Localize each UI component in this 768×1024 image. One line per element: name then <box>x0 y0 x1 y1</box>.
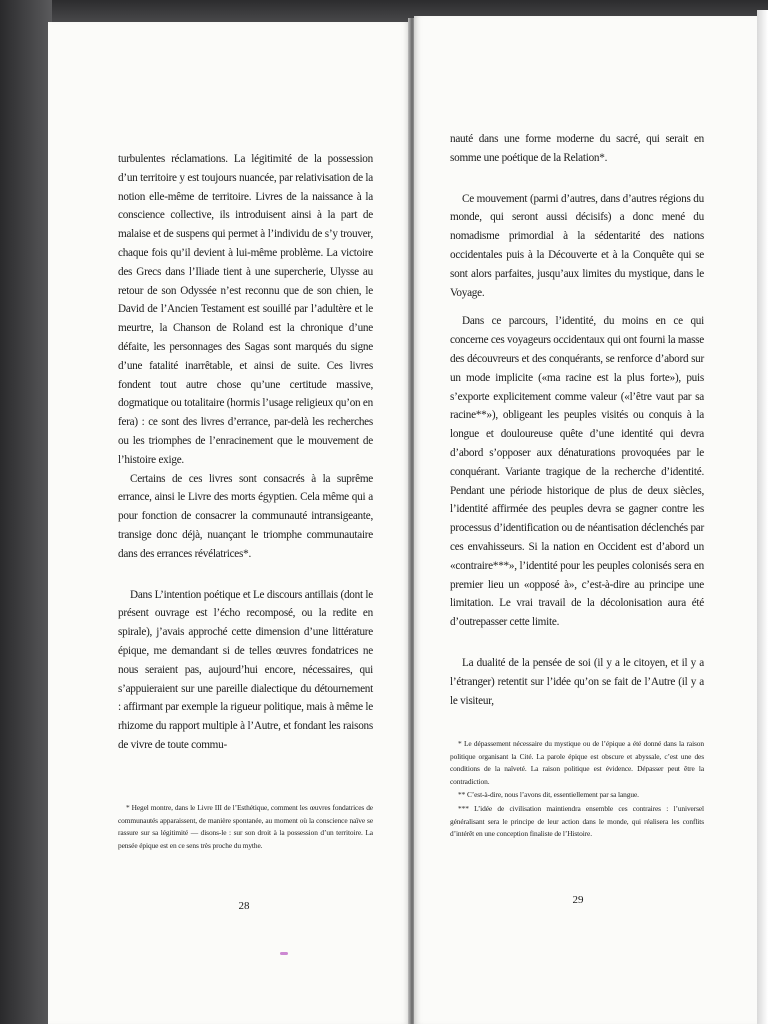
right-footnotes <box>450 738 704 842</box>
ink-mark <box>280 952 288 955</box>
right-body-text <box>450 130 704 710</box>
left-paragraph-1: turbulentes réclamations. La légitimité de la possession d’un territoire y est toujours nuancée, par relativisation de la notion elle-même de territoire. Livres de la naissance à la conscience collective, ils introduisent ainsi à la part de malaise et de suspens qui permet à l’individu de s’y trouver, chaque fois qu’il devient à lui-même problème. La victoire des Grecs dans l’Iliade tient à une supercherie, Ulysse au retour de son Odyssée n’est reconnu que de son chien, le David de l’Ancien Testament est souillé par l’adultère et le meurtre, la Chanson de Roland est la chronique d’une défaite, les personnages des Sagas sont marqués du signe d’une fatalité inarrêtable, et ainsi de suite. Ces livres fondent tout autre chose qu’une certitude massive, dogmatique ou totalitaire (hormis l’usage religieux qu’on en fera) : ce sont des livres d’errance, par-delà les recherches ou les triomphes de l’enracinement que le mouvement de l’histoire exige. <box>118 153 373 466</box>
left-body-text <box>118 150 373 755</box>
right-paragraph-2: Ce mouvement (parmi d’autres, dans d’autres régions du monde, qui seront aussi décisifs) a donc mené du nomadisme primordial à la sédentarité des nations occidentales puis à la Découverte et à la Conquête qui se sont alors parfaites, jusqu’aux limites du mystique, dans le Voyage. <box>450 192 704 299</box>
right-page-number: 29 <box>572 894 584 906</box>
right-footnote-1: * Le dépassement nécessaire du mystique ou de l’épique a été donné dans la raison politique organisant la Cité. La parole épique est obscure et abyssale, c’est une des conditions de la naïveté. La raison politique est évidence. Dépasser peut être la contradiction. <box>450 739 704 786</box>
right-page <box>414 16 757 1024</box>
left-page <box>48 22 410 1024</box>
right-paragraph-3: Dans ce parcours, l’identité, du moins en ce qui concerne ces voyageurs occidentaux qui ont fourni la masse des découvreurs et des conquérants, se renforce d’abord sur un mode implicite («ma racine est la plus forte»), puis s’exporte explicitement comme valeur («l’être vaut par sa racine**»), obligeant les peuples visités ou conquis à la longue et douloureuse quête d’une identité qui devra d’abord s’opposer aux dénaturations provoquées par le conquérant. Variante tragique de la recherche d’identité. Pendant une période historique de plus de deux siècles, l’identité affirmée des peuples devra se gagner contre les processus d’identification ou de néantisation déclenchés par ces envahisseurs. Si la nation en Occident est d’abord un «contraire***», l’identité pour les peuples colonisés sera en premier lieu un «opposé à», c’est-à-dire au principe une limitation. Le vrai travail de la décolonisation aura été d’outrepasser cette limite. <box>450 315 704 629</box>
left-paragraph-3: Dans L’intention poétique et Le discours antillais (dont le présent ouvrage est l’écho recomposé, ou la redite en spirale), j’avais approché cette dimension d’une littérature épique, me demandant si de telles œuvres fondatrices ne nous seraient pas, aujourd’hui encore, nécessaires, qui s’appuieraient sur une pareille dialectique du détournement : affirmant par exemple la rigueur politique, mais à même le rhizome du rapport multiple à l’Autre, et fondant les raisons de vivre de toute commu- <box>118 588 373 751</box>
right-footnote-3: *** L’idée de civilisation maintiendra ensemble ces contraires : l’universel généralisant sera le principe de leur action dans le monde, qui réalisera les conflits d’intérêt en une conception finaliste de l’Histoire. <box>450 803 704 839</box>
right-paragraph-1: nauté dans une forme moderne du sacré, qui serait en somme une poétique de la Relation*. <box>450 133 704 164</box>
left-footnote-1: * Hegel montre, dans le Livre III de l’Esthétique, comment les œuvres fondatrices de communautés apparaissent, de manière spontanée, au moment où la conscience naïve se rassure sur sa légitimité — disons-le : sur son droit à la possession d’un territoire. La pensée épique est en ce sens très proche du mythe. <box>118 803 373 850</box>
left-paragraph-2: Certains de ces livres sont consacrés à la suprême errance, ainsi le Livre des morts égyptien. Cela même qui a pour fonction de consacrer la communauté intransigeante, transige donc déjà, nuançant le triomphe communautaire dans des errances révélatrices*. <box>118 472 373 560</box>
right-paragraph-4: La dualité de la pensée de soi (il y a le citoyen, et il y a l’étranger) retentit sur l’idée qu’on se fait de l’Autre (il y a le visiteur, <box>450 656 704 707</box>
scanner-edge <box>0 0 52 1024</box>
right-footnote-2: ** C’est-à-dire, nous l’avons dit, essentiellement par sa langue. <box>458 790 639 800</box>
left-footnotes <box>118 802 373 853</box>
left-page-number: 28 <box>238 900 250 912</box>
scanner-edge-right <box>757 10 768 1024</box>
